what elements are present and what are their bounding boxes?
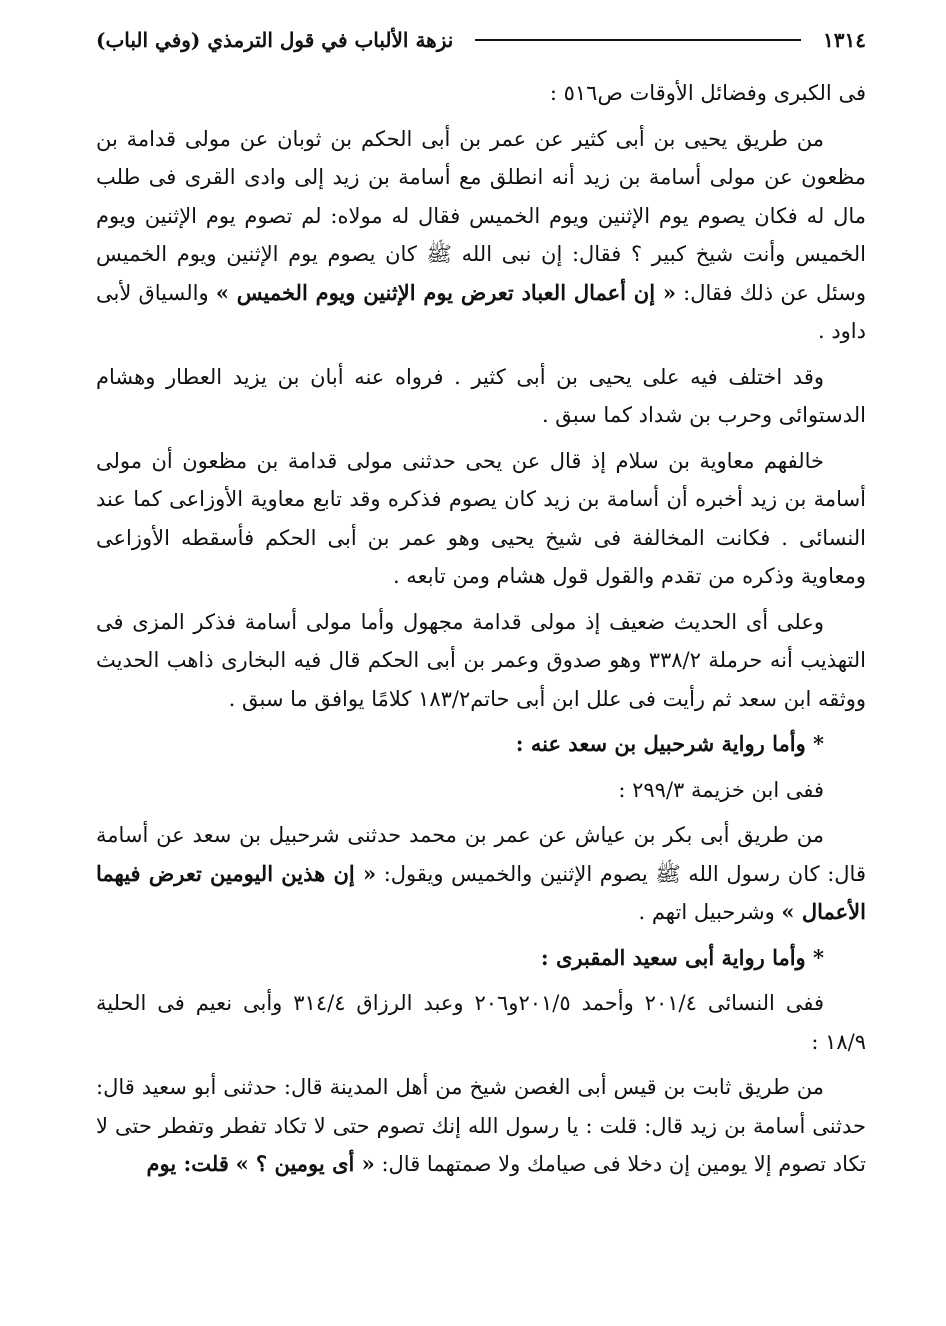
source-line-ibn-khuzaymah: [96, 771, 866, 810]
paragraph-8: [96, 816, 866, 932]
paragraph-text: ففى ابن خزيمة ٢٩٩/٣ :: [618, 777, 824, 802]
heading-text: * وأما رواية شرحبيل بن سعد عنه :: [515, 731, 824, 756]
section-heading-shurahbil: [96, 725, 866, 764]
page-number: ١٣١٤: [823, 28, 866, 52]
paragraph-text: وعلى أى الحديث ضعيف إذ مولى قدامة مجهول وأما مولى أسامة فذكر المزى فى التهذيب أنه حرملة ٣٣٨/٢ وهو صدوق وعمر بن أبى الحكم قال فيه البخارى ذاهب الحديث ووثقه ابن سعد ثم رأيت فى علل ابن أبى حاتم١٨٣/٢ كلامًا يوافق ما سبق .: [96, 609, 866, 711]
hadith-quote: « أى يومين ؟ »: [235, 1151, 375, 1176]
paragraph-text: من طريق ثابت بن قيس أبى الغصن شيخ من أهل المدينة قال: حدثنى أبو سعيد قال: حدثنى أسامة بن زيد قال: قلت : يا رسول الله إنك تصوم حتى لا تكاد تفطر وتفطر حتى لا تكاد تصوم إلا يومين إن دخلا فى صيامك ولا صمتهما قال:: [96, 1075, 866, 1176]
paragraph-11: [96, 1068, 866, 1184]
section-heading-maqburi: [96, 939, 866, 978]
paragraph-5: [96, 603, 866, 719]
heading-text: * وأما رواية أبى سعيد المقبرى :: [540, 944, 824, 970]
paragraph-text: من طريق أبى بكر بن عياش عن عمر بن محمد حدثنى شرحبيل بن سعد عن أسامة قال: كان رسول الله ﷺ يصوم الإثنين والخميس ويقول:: [96, 823, 866, 886]
paragraph-text: خالفهم معاوية بن سلام إذ قال عن يحى حدثنى مولى قدامة بن مظعون أن مولى أسامة بن زيد أخبره أن أسامة بن زيد كان يصوم فذكره وقد تابع معاوية الأوزاعى كما عند النسائى . فكانت المخالفة فى شيخ يحيى وهو عمر بن أبى الحكم فأسقطه الأوزاعى ومعاوية وذكره من تقدم والقول قول هشام ومن تابعه .: [96, 448, 866, 588]
paragraph-text: وقد اختلف فيه على يحيى بن أبى كثير . فرواه عنه أبان بن يزيد العطار وهشام الدستوائى وحرب بن شداد كما سبق .: [96, 364, 866, 427]
paragraph-tail: وشرحبيل اتهم .: [638, 900, 775, 924]
running-title: نزهة الألباب في قول الترمذي (وفي الباب): [96, 28, 454, 52]
header-rule: [475, 39, 801, 41]
paragraph-text: ففى النسائى ٢٠١/٤ وأحمد ٢٠١/٥و٢٠٦ وعبد الرزاق ٣١٤/٤ وأبى نعيم فى الحلية ١٨/٩ :: [96, 991, 866, 1054]
hadith-quote: « إن أعمال العباد تعرض يوم الإثنين ويوم الخميس »: [215, 279, 676, 305]
paragraph-3: [96, 358, 866, 435]
paragraph-text: فى الكبرى وفضائل الأوقات ص٥١٦ :: [549, 81, 866, 105]
paragraph-10: [96, 984, 866, 1061]
hadith-quote: « إن هذين اليومين تعرض فيهما الأعمال »: [96, 860, 866, 924]
paragraph-tail: والسياق لأبى داود .: [96, 280, 866, 343]
page-header: [96, 22, 866, 58]
paragraph-text: من طريق يحيى بن أبى كثير عن عمر بن أبى الحكم بن ثوبان عن مولى قدامة بن مظعون عن مولى أسامة بن زيد أنه انطلق مع أسامة بن زيد إلى وادى القرى فى طلب مال له فكان يصوم يوم الإثنين ويوم الخميس فقال له مولاه: لم تصوم يوم الإثنين ويوم الخميس وأنت شيخ كبير ؟ فقال: إن نبى الله ﷺ كان يصوم يوم الإثنين ويوم الخميس وسئل عن ذلك فقال:: [96, 126, 866, 305]
body-text: [96, 74, 866, 1184]
paragraph-2: [96, 120, 866, 351]
paragraph-1: [96, 74, 866, 113]
paragraph-4: [96, 442, 866, 596]
paragraph-tail: قلت: يوم: [146, 1151, 229, 1176]
